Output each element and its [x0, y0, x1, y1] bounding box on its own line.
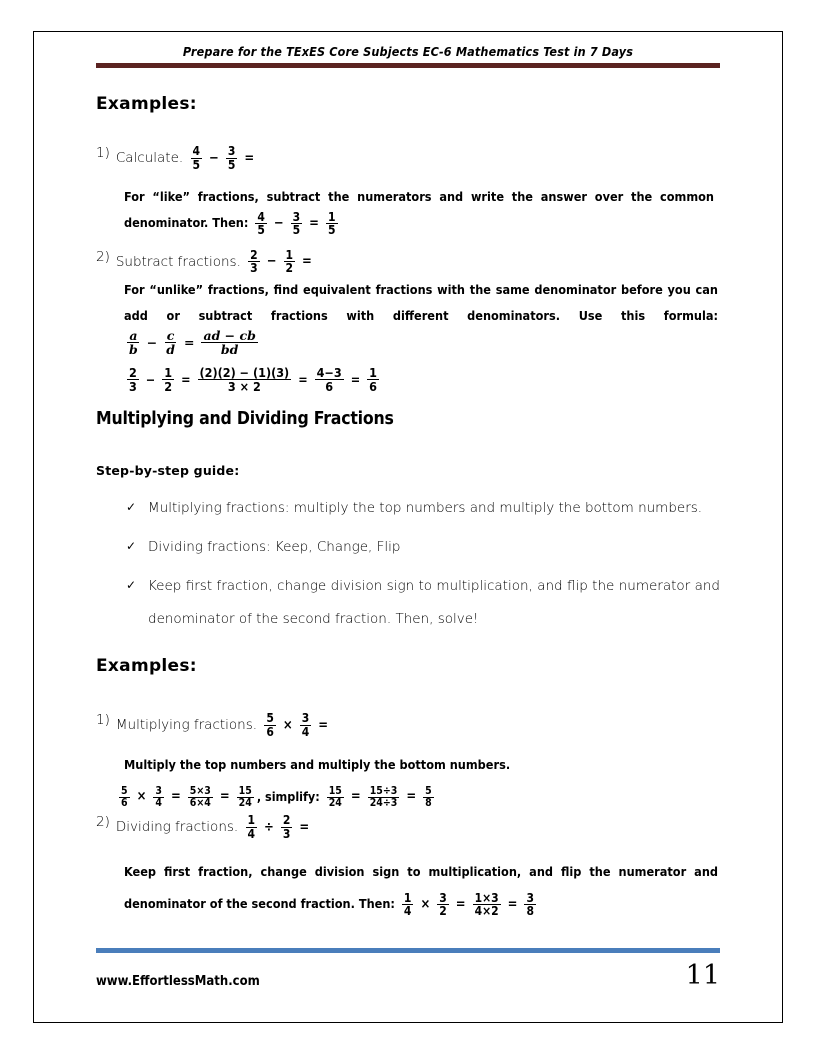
equals-sign: =: [183, 334, 195, 350]
fraction: $\frac{2}{3}$: [250, 247, 258, 276]
fraction: $\frac{(2)(2) - (1)(3)}{3 \times 2}$: [199, 365, 290, 395]
fraction: $\frac{2}{3}$: [282, 813, 291, 841]
example-1-2-explanation: [124, 277, 718, 356]
list-item: [126, 492, 720, 525]
equals-sign: =: [309, 215, 319, 231]
list-item-label: Multiplying fractions: multiply the top numbers and multiply the bottom numbers.: [148, 500, 703, 517]
example-2-1: [96, 712, 720, 738]
document-footer: [96, 948, 720, 989]
example-problem: [261, 712, 332, 738]
operator: ×: [420, 896, 431, 912]
general-subtraction-formula: [124, 329, 261, 356]
operator: ×: [136, 789, 147, 805]
fraction: $\frac{4}{5}$: [192, 144, 201, 172]
equals-sign: =: [455, 896, 466, 912]
equals-sign: =: [299, 819, 310, 835]
header-rule: [96, 63, 720, 68]
equals-sign: =: [350, 789, 361, 805]
fraction: $\frac{15\div 3}{24\div 3}$: [369, 784, 398, 809]
fraction: $\frac{5}{6}$: [266, 711, 274, 740]
fraction: $\frac{5\times 3}{6\times 4}$: [189, 784, 211, 809]
simplify-connector: , simplify:: [256, 789, 320, 805]
fraction: $\frac{15}{24}$: [328, 784, 342, 809]
example-2-2-explanation: [124, 856, 718, 921]
example-problem: [188, 145, 259, 171]
equals-sign: =: [181, 371, 191, 387]
operator: −: [266, 254, 277, 270]
fraction: $\frac{15}{24}$: [238, 784, 252, 809]
example-number: 1): [96, 712, 110, 729]
fraction: $\frac{2}{3}$: [129, 365, 137, 395]
equals-sign: =: [350, 371, 361, 387]
list-item-label: Keep first fraction, change division sign to multiplication, and flip the numerator and denominator of the second fraction. Then, solve!: [148, 578, 720, 628]
fraction-result: $\frac{1}{5}$: [327, 209, 336, 238]
fraction: $\frac{1}{2}$: [164, 365, 173, 395]
header-title: Prepare for the TExES Core Subjects EC-6 Mathematics Test in 7 Days: [182, 44, 634, 59]
example-prompt: Subtract fractions.: [115, 253, 241, 270]
fraction-result: $\frac{ad - cb}{bd}$: [203, 327, 256, 358]
fraction: $\frac{3}{4}$: [155, 784, 162, 809]
equals-sign: =: [219, 789, 230, 805]
footer-website-label: www.EffortlessMath.com: [96, 974, 260, 989]
example-number: 2): [96, 248, 110, 265]
explanation-text: Keep first fraction, change division sign to multiplication, and flip the numerator and denominator of the second fraction. Then:: [124, 864, 718, 912]
operator: ×: [282, 718, 293, 734]
list-item: [126, 570, 720, 636]
fraction: $\frac{3}{5}$: [227, 144, 236, 172]
example-1-1-work: [252, 211, 340, 237]
fraction: $\frac{3}{2}$: [439, 890, 447, 919]
footer-rule: [96, 948, 720, 953]
explanation-text: For “unlike” fractions, find equivalent fractions with the same denominator before you can add or subtract fractions with different denominators. Use this formula:: [124, 281, 718, 323]
example-2-2: [96, 814, 720, 840]
fraction: $\frac{3}{4}$: [301, 711, 310, 740]
fraction: $\frac{3}{5}$: [292, 209, 301, 238]
example-2-1-work-row: [116, 784, 720, 811]
fraction: $\frac{1}{4}$: [403, 890, 412, 919]
footer-row: [96, 962, 720, 989]
example-2-1-work: [116, 784, 437, 810]
check-icon: ✓: [126, 578, 137, 593]
operator: −: [146, 334, 158, 350]
examples-heading-1: Examples:: [96, 94, 197, 114]
example-1-2: [96, 249, 720, 275]
example-1-2-work-row: [124, 366, 720, 393]
example-number: 1): [96, 145, 110, 161]
equals-sign: =: [302, 254, 312, 270]
fraction: $\frac{a}{b}$: [129, 327, 138, 358]
fraction-result: $\frac{1}{6}$: [369, 365, 377, 395]
example-problem: [245, 249, 316, 275]
check-icon: ✓: [126, 539, 137, 554]
equals-sign: =: [244, 150, 255, 166]
example-1-1: [96, 145, 720, 171]
example-prompt: Multiplying fractions.: [115, 717, 258, 734]
operator: −: [145, 371, 156, 387]
explanation-text: For “like” fractions, subtract the numerators and write the answer over the common denominator. Then:: [124, 189, 714, 231]
example-prompt: Calculate.: [115, 150, 184, 167]
topic-heading: Multiplying and Dividing Fractions: [96, 409, 394, 430]
fraction: $\frac{4-3}{6}$: [316, 365, 342, 395]
fraction: $\frac{c}{d}$: [166, 327, 175, 358]
equals-sign: =: [298, 371, 308, 387]
fraction: $\frac{5}{6}$: [121, 784, 128, 809]
list-item: [126, 531, 720, 564]
fraction: $\frac{1}{4}$: [247, 813, 256, 841]
equals-sign: =: [507, 896, 518, 912]
operator: −: [209, 150, 219, 166]
example-1-1-explanation: [124, 184, 714, 237]
example-problem: [243, 814, 314, 840]
fraction: $\frac{1}{2}$: [285, 247, 294, 276]
operator: ÷: [264, 819, 274, 835]
examples-heading-2: Examples:: [96, 656, 197, 677]
page-number: 11: [685, 960, 720, 991]
equals-sign: =: [318, 718, 329, 734]
guide-bullet-list: [96, 492, 720, 636]
equals-sign: =: [170, 789, 181, 805]
example-prompt: Dividing fractions.: [115, 819, 239, 836]
page-content: [96, 44, 720, 921]
guide-heading: Step-by-step guide:: [96, 463, 240, 479]
example-2-2-work: [399, 889, 539, 921]
fraction: $\frac{1\times 3}{4\times 2}$: [474, 890, 499, 919]
list-item-label: Dividing fractions: Keep, Change, Flip: [148, 539, 401, 556]
document-header: [96, 44, 720, 68]
fraction: $\frac{4}{5}$: [257, 209, 265, 238]
fraction-result: $\frac{3}{8}$: [526, 890, 534, 919]
check-icon: ✓: [126, 500, 137, 515]
example-2-1-explanation: Multiply the top numbers and multiply the bottom numbers.: [124, 756, 511, 772]
equals-sign: =: [406, 789, 417, 805]
fraction-result: $\frac{5}{8}$: [425, 784, 432, 809]
example-1-2-work: [124, 366, 382, 393]
example-number: 2): [96, 814, 110, 831]
operator: −: [273, 215, 284, 231]
